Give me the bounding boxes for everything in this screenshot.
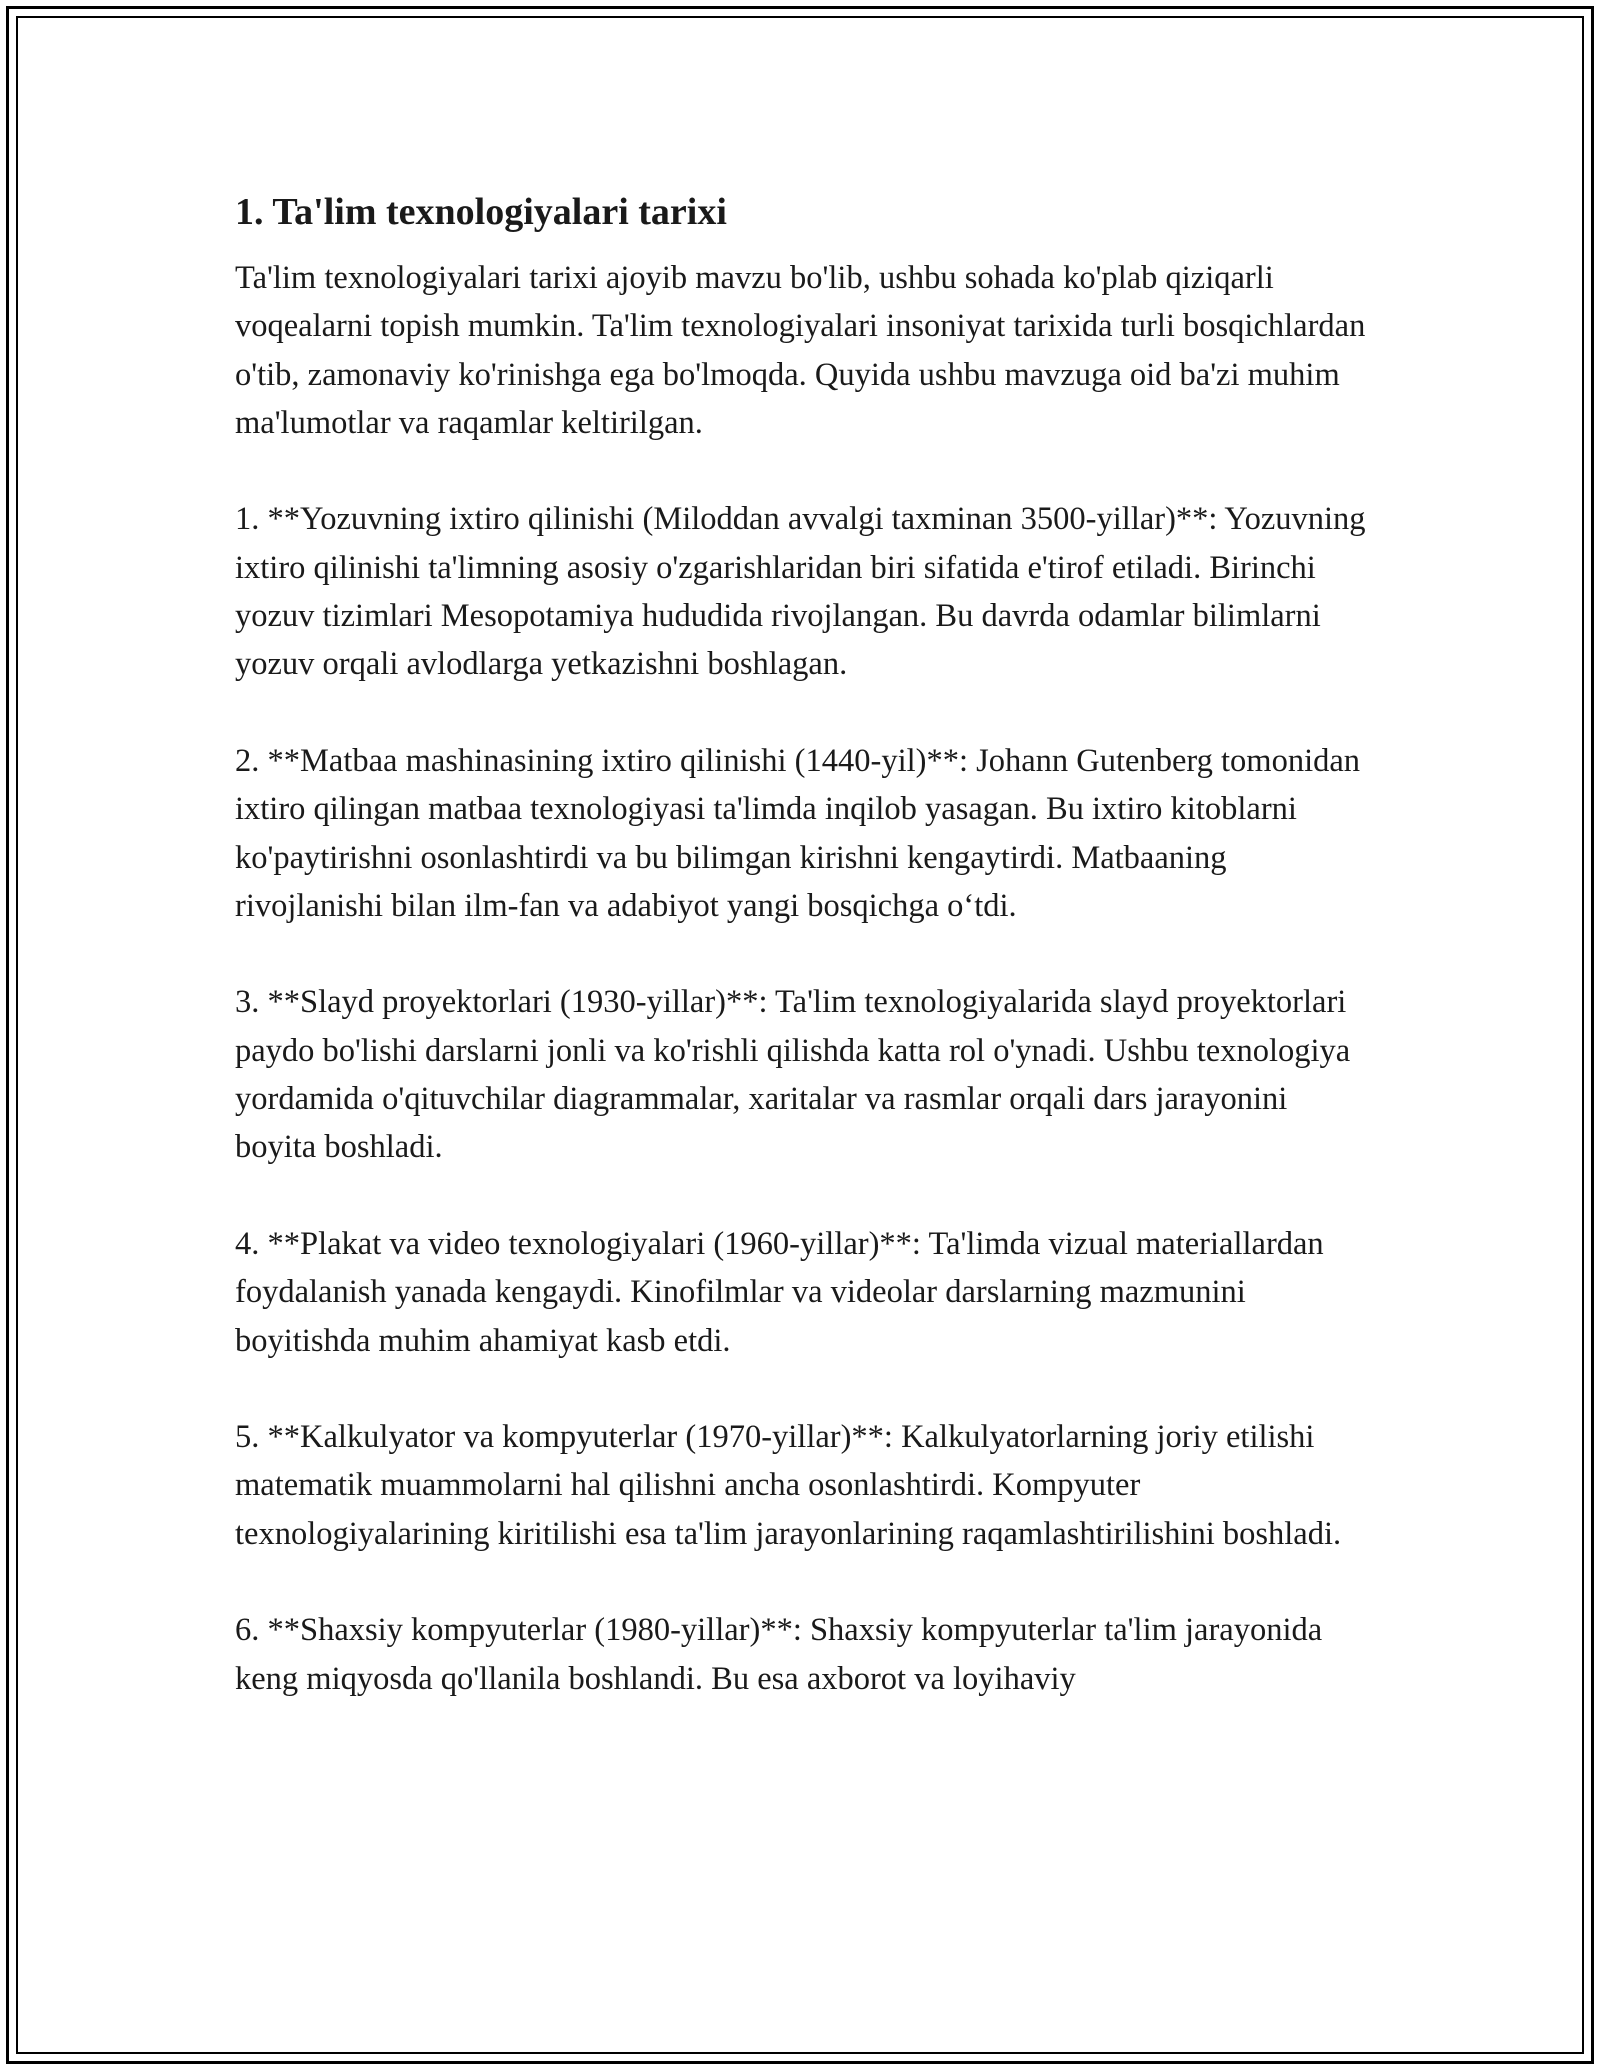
intro-paragraph: Ta'lim texnologiyalari tarixi ajoyib mavzu bo'lib, ushbu sohada ko'plab qiziqarli voqealarni topish mumkin. Ta'lim texnologiyalari insoniyat tarixida turli bosqichlardan o'tib, zamonaviy ko'rinishga ega bo'lmoqda. Quyida ushbu mavzuga oid ba'zi muhim ma'lumotlar va raqamlar keltirilgan. <box>235 260 1366 441</box>
paragraph-poster-video: 4. **Plakat va video texnologiyalari (1960-yillar)**: Ta'limda vizual materiallardan foydalanish yanada kengaydi. Kinofilmlar va videolar darslarning mazmunini boyitishda muhim ahamiyat kasb etdi. <box>235 1225 1324 1359</box>
paragraph-slide-projectors: 3. **Slayd proyektorlari (1930-yillar)**: Ta'lim texnologiyalarida slayd proyektorlari paydo bo'lishi darslarni jonli va ko'rishli qilishda katta rol o'ynadi. Ushbu texnologiya yordamida o'qituvchilar diagrammalar, xaritalar va rasmlar orqali dars jarayonini boyita boshladi. <box>235 984 1351 1166</box>
document-body <box>235 186 1375 1751</box>
paragraph-writing-invention: 1. **Yozuvning ixtiro qilinishi (Miloddan avvalgi taxminan 3500-yillar)**: Yozuvning ixtiro qilinishi ta'limning asosiy o'zgarishlaridan biri sifatida e'tirof etiladi. Birinchi yozuv tizimlari Mesopotamiya hududida rivojlangan. Bu davrda odamlar bilimlarni yozuv orqali avlodlarga yetkazishni boshlagan. <box>235 501 1366 683</box>
page-title: 1. Ta'lim texnologiyalari tarixi <box>235 191 727 233</box>
paragraph-calculators-computers: 5. **Kalkulyator va kompyuterlar (1970-yillar)**: Kalkulyatorlarning joriy etilishi matematik muammolarni hal qilishni ancha osonlashtirdi. Kompyuter texnologiyalarining kiritilishi esa ta'lim jarayonlarining raqamlashtirilishini boshladi. <box>235 1419 1342 1552</box>
paragraph-personal-computers: 6. **Shaxsiy kompyuterlar (1980-yillar)**: Shaxsiy kompyuterlar ta'lim jarayonida keng miqyosda qo'llanila boshlandi. Bu esa axborot va loyihaviy <box>235 1612 1323 1697</box>
paragraph-printing-press: 2. **Matbaa mashinasining ixtiro qilinishi (1440-yil)**: Johann Gutenberg tomonidan ixtiro qilingan matbaa texnologiyasi ta'limda inqilob yasagan. Bu ixtiro kitoblarni ko'paytirishni osonlashtirdi va bu bilimgan kirishni kengaytirdi. Matbaaning rivojlanishi bilan ilm-fan va adabiyot yangi bosqichga o‘tdi. <box>235 742 1361 924</box>
